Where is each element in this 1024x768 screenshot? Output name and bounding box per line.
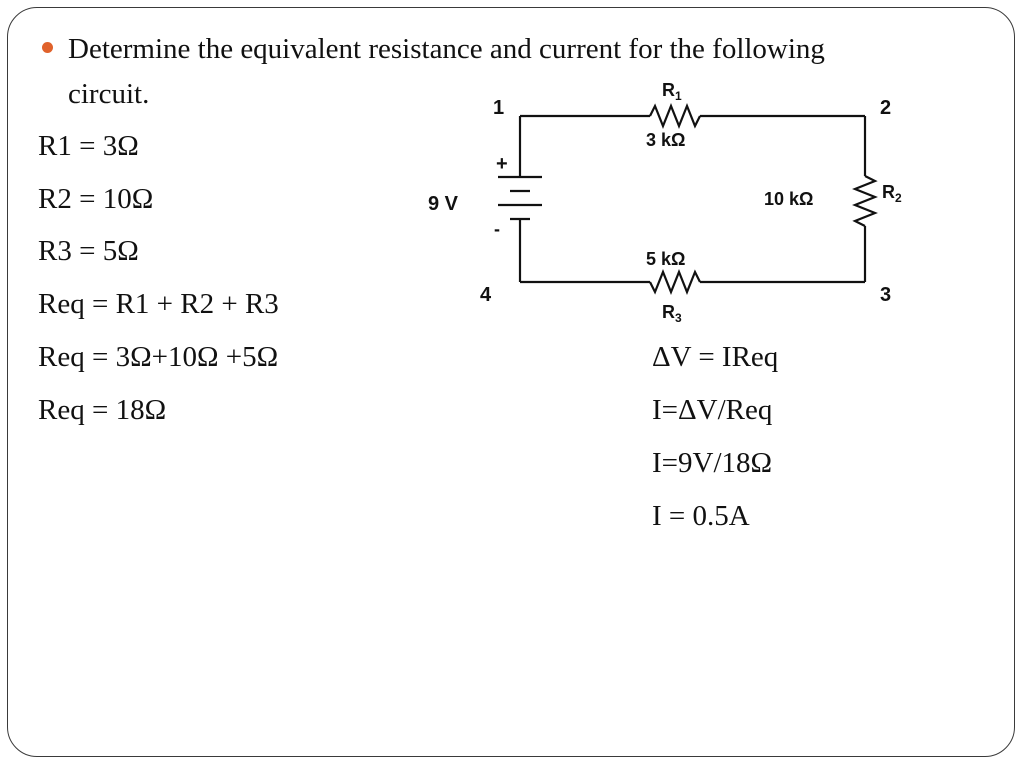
circuit-wires (520, 106, 875, 292)
battery-voltage-label: 9 V (428, 193, 459, 215)
problem-statement: Determine the equivalent resistance and current for the following circuit. (68, 33, 825, 110)
equation-r2: R2 = 10Ω (38, 183, 154, 215)
node-4-label: 4 (480, 284, 492, 306)
battery-minus-label: - (494, 219, 500, 239)
bullet-icon (42, 42, 53, 53)
r3-name-label: $R_3$ (662, 302, 682, 324)
battery-plus-label: + (496, 153, 508, 175)
equation-r3: R3 = 5Ω (38, 235, 139, 267)
r3-value-label: 5 kΩ (646, 249, 686, 269)
equation-req-values: Req = 3Ω+10Ω +5Ω (38, 341, 279, 373)
circuit-diagram (410, 74, 930, 324)
equation-r1: R1 = 3Ω (38, 130, 139, 162)
r1-name-label: $R_1$ (662, 80, 682, 103)
equation-current-result: I = 0.5A (652, 500, 750, 532)
equation-current-formula: I=ΔV/Req (652, 394, 773, 426)
battery-symbol (498, 177, 542, 219)
node-2-label: 2 (880, 97, 892, 119)
equation-req-result: Req = 18Ω (38, 394, 167, 426)
node-3-label: 3 (880, 284, 892, 306)
equation-req-sum: Req = R1 + R2 + R3 (38, 288, 279, 320)
r2-value-label: 10 kΩ (764, 189, 814, 209)
equation-ohms-law: ΔV = IReq (652, 341, 779, 373)
r2-name-label: $R_2$ (882, 182, 902, 205)
r1-value-label: 3 kΩ (646, 130, 686, 150)
node-1-label: 1 (493, 97, 505, 119)
equation-current-values: I=9V/18Ω (652, 447, 773, 479)
